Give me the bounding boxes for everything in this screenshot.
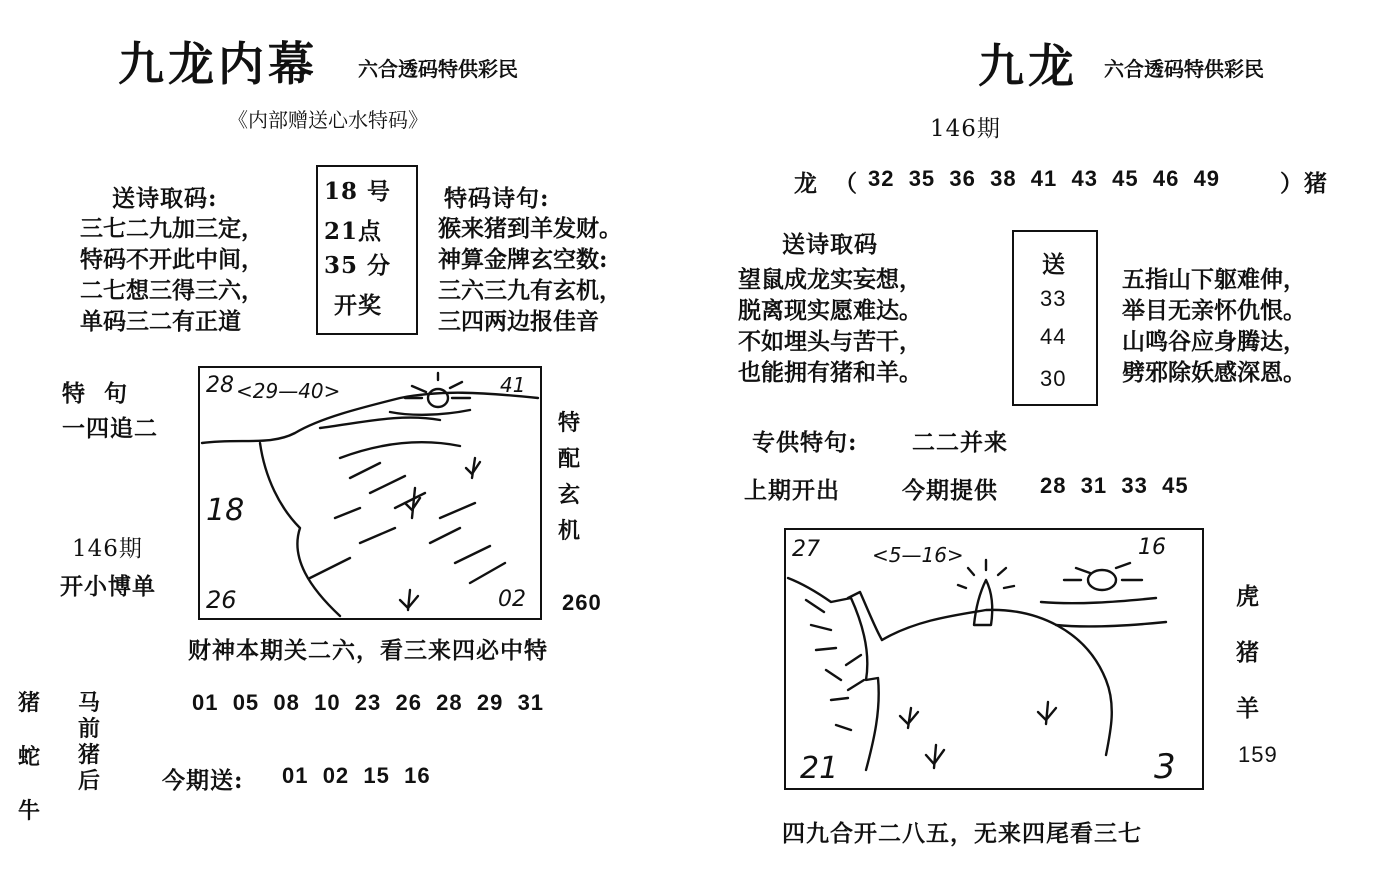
right-poem-right-line: 山鸣谷应身腾达， bbox=[1122, 328, 1306, 355]
dragon-close: ）猪 bbox=[1280, 170, 1328, 197]
today-numbers: 01 02 15 16 bbox=[282, 763, 431, 788]
left-title: 九龙内幕 bbox=[118, 37, 318, 91]
right-poem-left bbox=[738, 264, 922, 388]
left-poem-heading: 送诗取码: bbox=[112, 185, 218, 212]
left-poem-line: 特码不开此中间， bbox=[80, 246, 264, 273]
left-sketch-range: <29—40> bbox=[236, 379, 341, 403]
right-title: 九龙 bbox=[978, 39, 1078, 93]
right-poem-left-line: 不如埋头与苦干， bbox=[738, 328, 922, 355]
right-poem-right-line: 五指山下躯难伸， bbox=[1122, 266, 1306, 293]
right-sketch-tl: 27 bbox=[792, 537, 820, 562]
right-poem-left-line: 望鼠成龙实妄想， bbox=[738, 266, 922, 293]
left-sketch-bl: 26 bbox=[206, 586, 237, 614]
left-sketch-mid: 18 bbox=[206, 493, 245, 528]
special-poem-line: 神算金牌玄空数: bbox=[438, 246, 608, 273]
send-box bbox=[1012, 230, 1098, 406]
fortune-line: 财神本期关二六，看三来四必中特 bbox=[188, 637, 548, 664]
send-box-line: 30 bbox=[1040, 366, 1067, 391]
right-sketch-tr: 16 bbox=[1138, 535, 1166, 560]
left-sketch-br: 02 bbox=[498, 587, 526, 612]
left-poem bbox=[80, 213, 264, 337]
right-poem-heading: 送诗取码 bbox=[782, 231, 878, 258]
right-sketch-drawing bbox=[786, 530, 1202, 788]
left-sketch-tr: 41 bbox=[500, 373, 526, 397]
left-gift-note: 《内部赠送心水特码》 bbox=[228, 108, 428, 132]
left-sketch-frame bbox=[198, 366, 542, 620]
draw-time-box bbox=[316, 165, 418, 335]
right-sketch-range: <5—16> bbox=[872, 543, 964, 567]
draw-box-line: 开奖 bbox=[334, 292, 382, 319]
draw-box-line: 21点 bbox=[324, 218, 383, 245]
right-sketch-bl: 21 bbox=[800, 751, 839, 786]
tejv-label: 特 句 bbox=[62, 380, 129, 407]
left-poem-line: 二七想三得三六， bbox=[80, 277, 264, 304]
provide-numbers: 28 31 33 45 bbox=[1040, 473, 1189, 498]
send-box-line: 44 bbox=[1040, 324, 1067, 349]
right-sketch-br: 3 bbox=[1154, 747, 1176, 787]
right-side-animal: 羊 bbox=[1236, 695, 1260, 722]
left-side-number: 260 bbox=[562, 590, 602, 615]
special-poem-line: 三六三九有玄机， bbox=[438, 277, 622, 304]
special-poem-heading: 特码诗句: bbox=[444, 185, 550, 212]
today-label: 今期送: bbox=[162, 767, 244, 794]
right-subtitle: 六合透码特供彩民 bbox=[1104, 57, 1264, 81]
horse-note-vertical: 马前猪后 bbox=[77, 690, 100, 794]
right-special-value: 二二并来 bbox=[912, 429, 1008, 456]
right-bottom-line: 四九合开二八五，无来四尾看三七 bbox=[782, 820, 1142, 847]
right-poem-right-line: 劈邪除妖感深恩。 bbox=[1122, 359, 1306, 386]
right-poem-right-line: 举目无亲怀仇恨。 bbox=[1122, 297, 1306, 324]
left-poem-line: 单码三二有正道 bbox=[80, 308, 241, 335]
right-poem-left-line: 也能拥有猪和羊。 bbox=[738, 359, 922, 386]
right-special-label: 专供特句: bbox=[752, 429, 858, 456]
right-issue: 146期 bbox=[930, 116, 1001, 142]
right-side-animal: 虎 bbox=[1236, 583, 1260, 610]
dragon-numbers: 32 35 36 38 41 43 45 46 49 bbox=[868, 166, 1221, 191]
draw-box-line: 18 号 bbox=[324, 178, 392, 205]
left-side-vertical: 特配玄机 bbox=[557, 410, 580, 544]
draw-box-line: 35 分 bbox=[324, 252, 392, 279]
last-issue-label: 上期开出 bbox=[744, 477, 840, 504]
special-poem bbox=[438, 213, 622, 337]
left-poem-line: 三七二九加三定， bbox=[80, 215, 264, 242]
left-issue-note: 开小博单 bbox=[60, 573, 156, 600]
special-poem-line: 猴来猪到羊发财。 bbox=[438, 215, 622, 242]
dragon-open: （ bbox=[834, 170, 858, 197]
tejv-value: 一四追二 bbox=[62, 415, 158, 442]
send-box-line: 送 bbox=[1042, 251, 1066, 278]
left-issue: 146期 bbox=[72, 536, 143, 562]
left-subtitle: 六合透码特供彩民 bbox=[358, 57, 518, 81]
left-sketch-tl: 28 bbox=[206, 373, 234, 398]
special-poem-line: 三四两边报佳音 bbox=[438, 308, 599, 335]
send-box-line: 33 bbox=[1040, 286, 1067, 311]
right-sketch-frame bbox=[784, 528, 1204, 790]
animals-vertical: 猪蛇牛 bbox=[17, 690, 40, 824]
right-poem-left-line: 脱离现实愿难达。 bbox=[738, 297, 922, 324]
dragon-label: 龙 bbox=[794, 170, 818, 197]
right-poem-right bbox=[1122, 264, 1306, 388]
number-list: 01 05 08 10 23 26 28 29 31 bbox=[192, 690, 545, 715]
right-side-number: 159 bbox=[1238, 742, 1278, 767]
provide-label: 今期提供 bbox=[902, 477, 998, 504]
left-sketch-drawing bbox=[200, 368, 540, 618]
right-side-animal: 猪 bbox=[1236, 639, 1260, 666]
